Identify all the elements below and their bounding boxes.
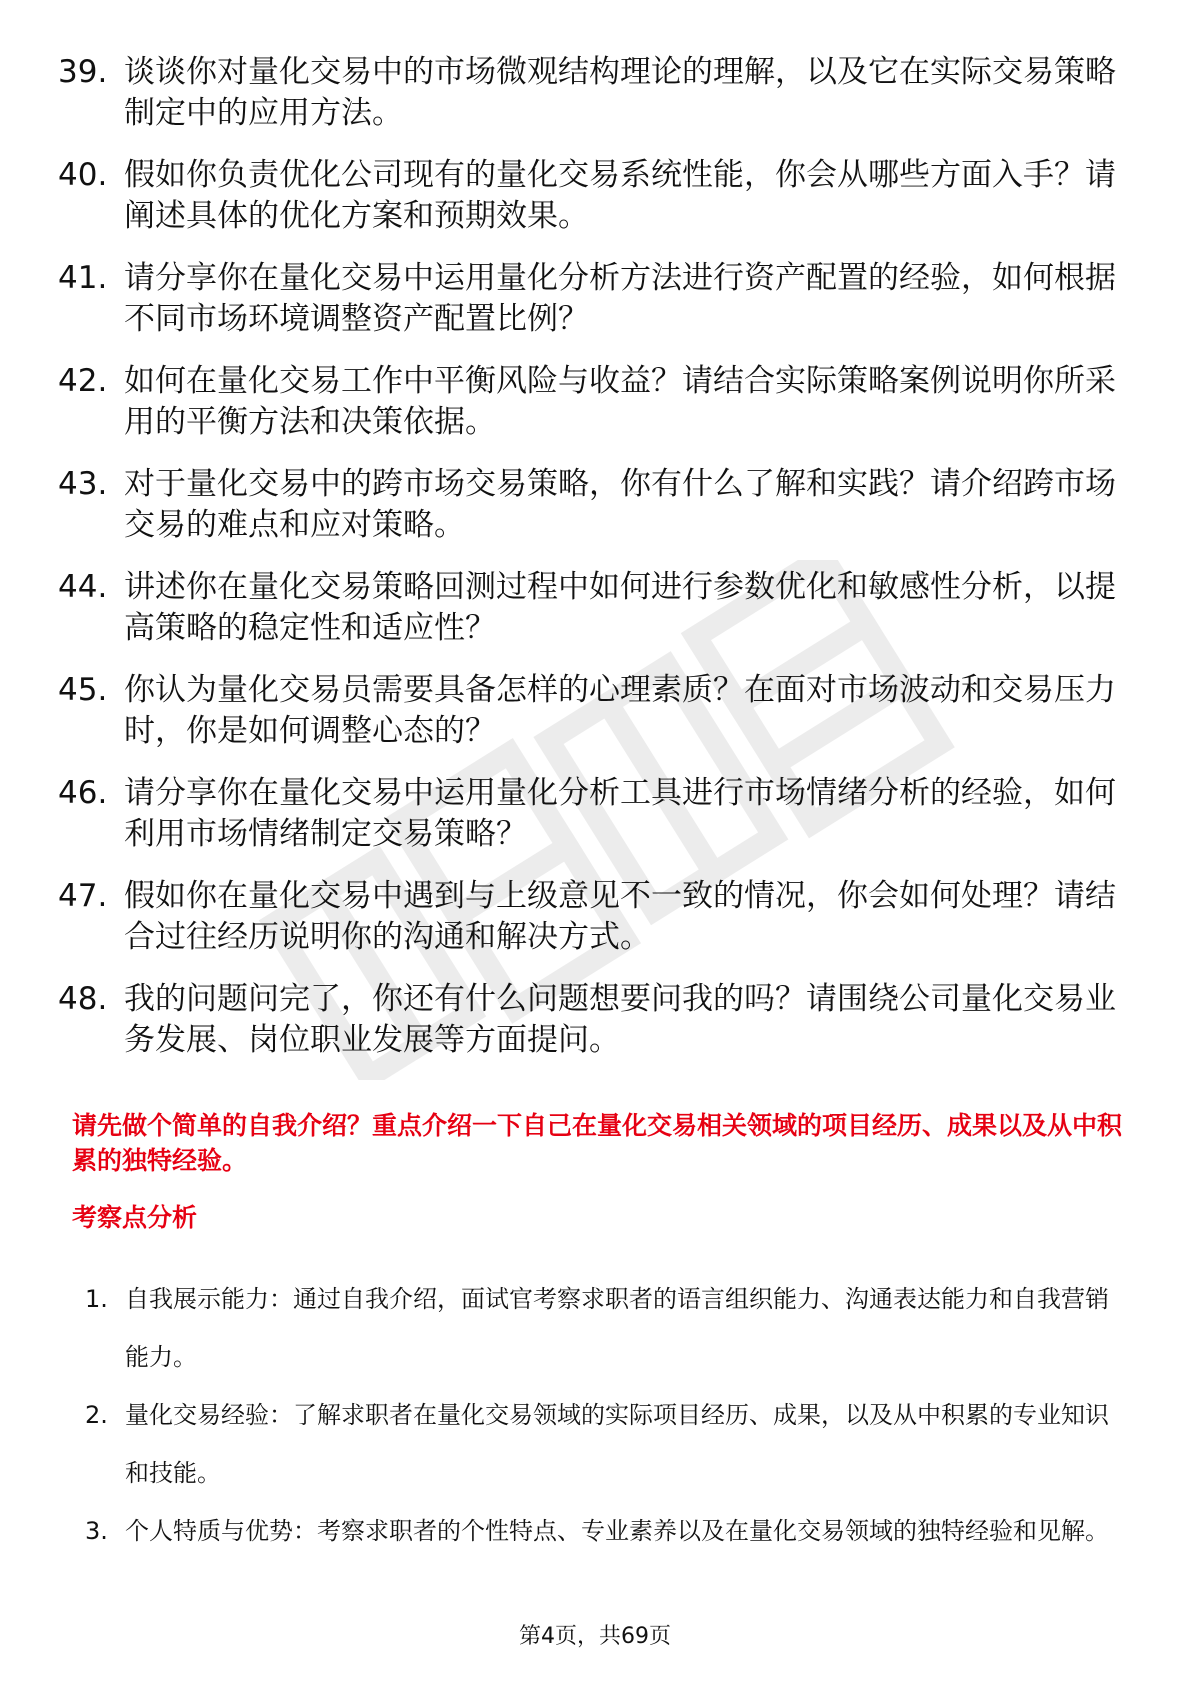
page-footer: 第4页，共69页 xyxy=(519,1624,671,1649)
question-number: 42. xyxy=(58,363,108,399)
question-number: 46. xyxy=(58,775,108,811)
question-number: 39. xyxy=(58,54,108,90)
list-item xyxy=(58,876,1138,958)
analysis-number: 2. xyxy=(85,1401,108,1429)
question-text: 对于量化交易中的跨市场交易策略，你有什么了解和实践？请介绍跨市场交易的难点和应对策略。 xyxy=(124,466,1116,543)
analysis-number: 1. xyxy=(85,1285,108,1313)
question-text: 假如你负责优化公司现有的量化交易系统性能，你会从哪些方面入手？请阐述具体的优化方案和预期效果。 xyxy=(124,157,1116,234)
list-item xyxy=(58,155,1138,237)
analysis-text: 个人特质与优势：考察求职者的个性特点、专业素养以及在量化交易领域的独特经验和见解。 xyxy=(125,1517,1109,1545)
question-text: 谈谈你对量化交易中的市场微观结构理论的理解，以及它在实际交易策略制定中的应用方法。 xyxy=(124,54,1116,131)
question-number: 41. xyxy=(58,260,108,296)
list-item xyxy=(58,52,1138,134)
question-number: 47. xyxy=(58,878,108,914)
question-text: 讲述你在量化交易策略回测过程中如何进行参数优化和敏感性分析，以提高策略的稳定性和适应性？ xyxy=(124,569,1116,646)
question-text: 请分享你在量化交易中运用量化分析方法进行资产配置的经验，如何根据不同市场环境调整资产配置比例？ xyxy=(124,260,1116,337)
question-number: 40. xyxy=(58,157,108,193)
list-item xyxy=(58,773,1138,855)
section-title: 考察点分析 xyxy=(72,1203,198,1232)
question-list xyxy=(58,52,1138,1082)
question-number: 45. xyxy=(58,672,108,708)
list-item xyxy=(58,361,1138,443)
list-item xyxy=(58,567,1138,649)
question-number: 44. xyxy=(58,569,108,605)
question-text: 如何在量化交易工作中平衡风险与收益？请结合实际策略案例说明你所采用的平衡方法和决策依据。 xyxy=(124,363,1116,440)
list-item xyxy=(58,258,1138,340)
list-item xyxy=(58,670,1138,752)
analysis-list xyxy=(85,1270,1130,1560)
question-number: 48. xyxy=(58,981,108,1017)
list-item xyxy=(85,1502,1130,1560)
list-item xyxy=(58,464,1138,546)
question-text: 假如你在量化交易中遇到与上级意见不一致的情况，你会如何处理？请结合过往经历说明你的沟通和解决方式。 xyxy=(124,878,1116,955)
question-number: 43. xyxy=(58,466,108,502)
analysis-text: 量化交易经验：了解求职者在量化交易领域的实际项目经历、成果，以及从中积累的专业知识和技能。 xyxy=(125,1401,1109,1487)
analysis-number: 3. xyxy=(85,1517,108,1545)
analysis-text: 自我展示能力：通过自我介绍，面试官考察求职者的语言组织能力、沟通表达能力和自我营销能力。 xyxy=(125,1285,1109,1371)
list-item xyxy=(85,1386,1130,1502)
question-text: 你认为量化交易员需要具备怎样的心理素质？在面对市场波动和交易压力时，你是如何调整心态的？ xyxy=(124,672,1116,749)
question-text: 请分享你在量化交易中运用量化分析工具进行市场情绪分析的经验，如何利用市场情绪制定交易策略？ xyxy=(124,775,1116,852)
list-item xyxy=(58,979,1138,1061)
list-item xyxy=(85,1270,1130,1386)
question-text: 我的问题问完了，你还有什么问题想要问我的吗？请围绕公司量化交易业务发展、岗位职业发展等方面提问。 xyxy=(124,981,1116,1058)
highlighted-question: 请先做个简单的自我介绍？重点介绍一下自己在量化交易相关领域的项目经历、成果以及从中积累的独特经验。 xyxy=(72,1111,1123,1175)
